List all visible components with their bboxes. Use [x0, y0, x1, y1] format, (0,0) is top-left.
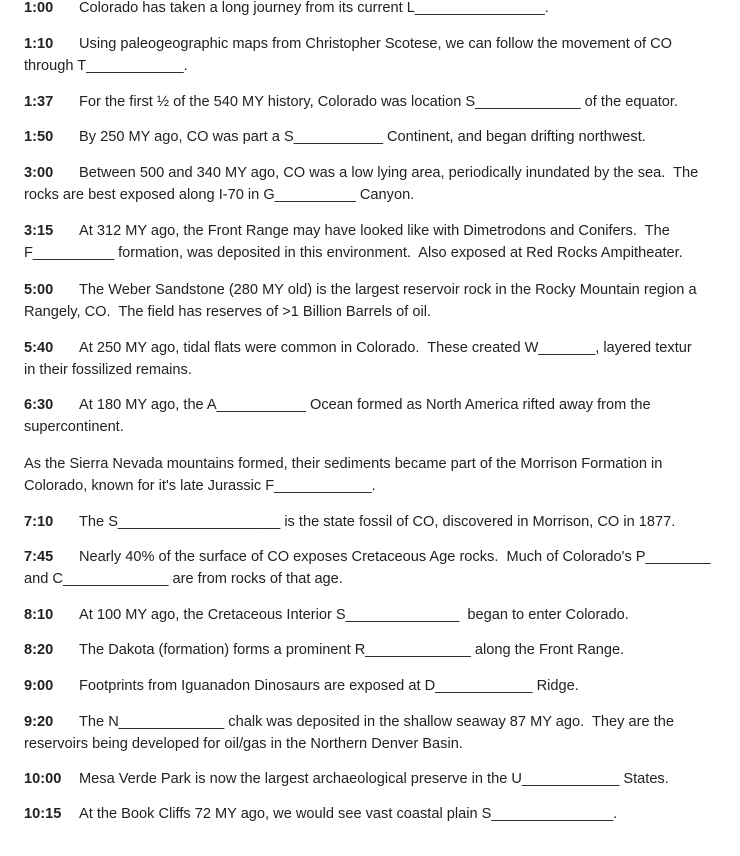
entry-5-00 [24, 279, 697, 323]
entry-text-cont: Rangely, CO. The field has reserves of >1 Billion Barrels of oil. [24, 304, 432, 320]
timestamp: 9:00 [24, 678, 54, 694]
timestamp: 5:00 [24, 282, 54, 298]
entry-text: At 250 MY ago, tidal flats were common in Colorado. These created W_______, layered textur [79, 340, 692, 356]
entry-text-cont: supercontinent. [24, 419, 124, 435]
entry-5-40 [24, 337, 692, 381]
entry-10-00 [24, 768, 669, 790]
entry-text: As the Sierra Nevada mountains formed, their sediments became part of the Morrison Formation in [24, 456, 663, 472]
entry-7-45 [24, 546, 710, 590]
entry-text: Nearly 40% of the surface of CO exposes Cretaceous Age rocks. Much of Colorado's P________ [79, 549, 711, 565]
timestamp: 7:10 [24, 514, 54, 530]
timestamp: 5:40 [24, 340, 54, 356]
entry-morrison [24, 453, 662, 497]
entry-text: Colorado has taken a long journey from its current L________________. [79, 0, 549, 16]
timestamp: 1:50 [24, 129, 54, 145]
entry-6-30 [24, 394, 651, 438]
entry-text: The N_____________ chalk was deposited in the shallow seaway 87 MY ago. They are the [79, 714, 674, 730]
entry-3-00 [24, 162, 698, 206]
entry-1-10 [24, 33, 672, 77]
entry-text: Mesa Verde Park is now the largest archaeological preserve in the U____________ States. [79, 771, 669, 787]
entry-text: The S____________________ is the state fossil of CO, discovered in Morrison, CO in 1877. [79, 514, 676, 530]
timestamp: 8:20 [24, 642, 54, 658]
entry-text: Footprints from Iguanadon Dinosaurs are exposed at D____________ Ridge. [79, 678, 579, 694]
entry-text: For the first ½ of the 540 MY history, Colorado was location S_____________ of the equator. [79, 94, 678, 110]
timestamp: 9:20 [24, 714, 54, 730]
entry-text-cont: F__________ formation, was deposited in this environment. Also exposed at Red Rocks Ampitheater. [24, 245, 683, 261]
entry-text: At 180 MY ago, the A___________ Ocean formed as North America rifted away from the [79, 397, 651, 413]
timestamp: 3:15 [24, 223, 54, 239]
entry-text-cont: rocks are best exposed along I-70 in G__________ Canyon. [24, 187, 415, 203]
timestamp: 6:30 [24, 397, 54, 413]
timestamp: 1:10 [24, 36, 54, 52]
entry-7-10 [24, 511, 675, 533]
entry-3-15 [24, 220, 683, 264]
entry-10-15 [24, 803, 617, 825]
entry-text-cont: reservoirs being developed for oil/gas in the Northern Denver Basin. [24, 736, 463, 752]
entry-text-cont: in their fossilized remains. [24, 362, 192, 378]
timestamp: 10:15 [24, 806, 62, 822]
entry-1-00 [24, 0, 549, 19]
entry-text: At 100 MY ago, the Cretaceous Interior S______________ began to enter Colorado. [79, 607, 629, 623]
timestamp: 10:00 [24, 771, 62, 787]
entry-text: The Dakota (formation) forms a prominent R_____________ along the Front Range. [79, 642, 625, 658]
entry-text: Between 500 and 340 MY ago, CO was a low lying area, periodically inundated by the sea. The [79, 165, 699, 181]
entry-8-10 [24, 604, 629, 626]
entry-text: The Weber Sandstone (280 MY old) is the largest reservoir rock in the Rocky Mountain region a [79, 282, 697, 298]
entry-text: Using paleogeographic maps from Christopher Scotese, we can follow the movement of CO [79, 36, 672, 52]
entry-text: By 250 MY ago, CO was part a S___________ Continent, and began drifting northwest. [79, 129, 646, 145]
timestamp: 7:45 [24, 549, 54, 565]
entry-9-20 [24, 711, 674, 755]
timestamp: 1:00 [24, 0, 54, 16]
entry-1-37 [24, 91, 678, 113]
entry-text-cont: and C_____________ are from rocks of that age. [24, 571, 343, 587]
timestamp: 1:37 [24, 94, 54, 110]
entry-1-50 [24, 126, 646, 148]
entry-text: At 312 MY ago, the Front Range may have looked like with Dimetrodons and Conifers. The [79, 223, 670, 239]
entry-8-20 [24, 639, 624, 661]
entry-9-00 [24, 675, 579, 697]
entry-text-cont: through T____________. [24, 58, 188, 74]
timestamp: 8:10 [24, 607, 54, 623]
entry-text: At the Book Cliffs 72 MY ago, we would see vast coastal plain S_______________. [79, 806, 618, 822]
entry-text-cont: Colorado, known for it's late Jurassic F____________. [24, 478, 376, 494]
timestamp: 3:00 [24, 165, 54, 181]
